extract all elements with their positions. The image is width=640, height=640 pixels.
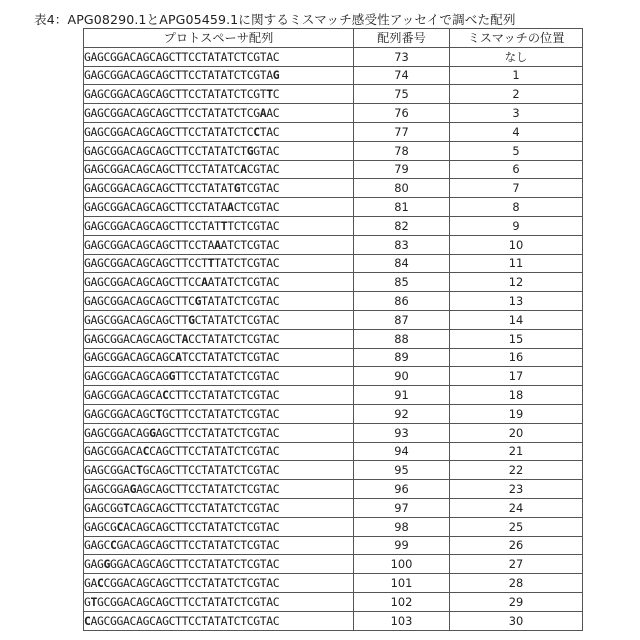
header-protospacer-sequence: プロトスペーサ配列 [84, 29, 354, 48]
sequence-number: 100 [354, 555, 450, 574]
protospacer-sequence [84, 498, 354, 517]
protospacer-sequence [84, 480, 354, 499]
sequence-segment: GAGCGGACAGCAGCTTCCTATATC [84, 162, 240, 176]
header-sequence-number: 配列番号 [354, 29, 450, 48]
table-row [84, 235, 583, 254]
sequence-segment: GAG [84, 557, 104, 571]
mismatch-base: C [143, 444, 150, 458]
mismatch-position: 11 [450, 254, 583, 273]
mismatch-base: G [130, 482, 137, 496]
mismatch-base: A [240, 162, 247, 176]
protospacer-sequence [84, 122, 354, 141]
mismatch-base: A [182, 332, 189, 346]
table-row [84, 386, 583, 405]
sequence-segment: GA [84, 576, 97, 590]
sequence-segment: GAGCGGACAGCAGCTTCCTATATCTCG [84, 106, 260, 120]
mismatch-position: 2 [450, 85, 583, 104]
mismatch-base: C [97, 576, 104, 590]
mismatch-base: G [195, 294, 202, 308]
sequence-segment: GAGCGGACAGCAG [84, 369, 169, 383]
sequence-segment: GAGCGGACAGCAGCTTCCTATATCTC [84, 125, 253, 139]
protospacer-sequence [84, 442, 354, 461]
sequence-segment: GAGCGGACAGCAGCTTCCTAT [84, 219, 221, 233]
table-row [84, 423, 583, 442]
sequence-segment: GAGCG [84, 520, 117, 534]
table-caption: 表4：APG08290.1とAPG05459.1に関するミスマッチ感受性アッセイで調べた配列 [34, 9, 516, 28]
mismatch-position: 13 [450, 292, 583, 311]
sequence-number: 90 [354, 367, 450, 386]
mismatch-base: G [273, 68, 280, 82]
sequence-segment: ATCTCGTAC [221, 238, 280, 252]
protospacer-sequence [84, 85, 354, 104]
sequence-segment: GAGCGGACAGC [84, 407, 156, 421]
table-row [84, 47, 583, 66]
sequence-number: 86 [354, 292, 450, 311]
sequence-segment: TCTCGTAC [227, 219, 279, 233]
sequence-number: 97 [354, 498, 450, 517]
sequence-segment: TCCTATATCTCGTAC [182, 350, 280, 364]
sequence-segment: GTAC [253, 144, 279, 158]
mismatch-position: 15 [450, 329, 583, 348]
sequence-segment: GAGCGGACAGCAGCTT [84, 313, 188, 327]
sequence-segment: GAGCGGACAGCAGCTTCCTATAT [84, 181, 234, 195]
sequence-segment: GCGGACAGCAGCTTCCTATATCTCGTAC [97, 595, 279, 609]
table-row [84, 66, 583, 85]
mismatch-position: 16 [450, 348, 583, 367]
sequence-segment: CAGCTTCCTATATCTCGTAC [149, 444, 279, 458]
table-row [84, 498, 583, 517]
mismatch-position: 3 [450, 104, 583, 123]
sequence-segment: AGCAGCTTCCTATATCTCGTAC [136, 482, 279, 496]
mismatch-base: G [234, 181, 241, 195]
mismatch-position: 12 [450, 273, 583, 292]
sequence-segment: GAGCGGACAGCAGCTTCCT [84, 256, 208, 270]
sequence-number: 78 [354, 141, 450, 160]
table-row [84, 198, 583, 217]
table-row [84, 179, 583, 198]
mismatch-position: 19 [450, 404, 583, 423]
mismatch-position: 8 [450, 198, 583, 217]
sequence-number: 98 [354, 517, 450, 536]
sequence-segment: GAGCGGACAGCAGCT [84, 332, 182, 346]
protospacer-sequence [84, 292, 354, 311]
mismatch-base: A [175, 350, 182, 364]
sequence-number: 85 [354, 273, 450, 292]
mismatch-base: G [188, 313, 195, 327]
sequence-number: 81 [354, 198, 450, 217]
mismatch-position: 1 [450, 66, 583, 85]
header-mismatch-position: ミスマッチの位置 [450, 29, 583, 48]
sequence-segment: GAGCGGACAGCA [84, 388, 162, 402]
sequence-number: 73 [354, 47, 450, 66]
protospacer-sequence [84, 254, 354, 273]
table-row [84, 160, 583, 179]
table-row [84, 442, 583, 461]
sequence-segment: GAGCGGACAGCAGCTTCC [84, 275, 201, 289]
sequence-segment: TCGTAC [240, 181, 279, 195]
table-row [84, 404, 583, 423]
mismatch-position: 30 [450, 611, 583, 630]
sequence-segment: GAGCGGACAGCAGCTTCCTATA [84, 200, 227, 214]
sequence-segment: GAGCGGACAG [84, 426, 149, 440]
mismatch-base: C [117, 520, 124, 534]
mismatch-base: A [214, 238, 221, 252]
sequence-number: 80 [354, 179, 450, 198]
mismatch-base: A [260, 106, 267, 120]
sequence-segment: G [84, 595, 91, 609]
table-row [84, 310, 583, 329]
sequence-number: 84 [354, 254, 450, 273]
table-row [84, 348, 583, 367]
sequence-segment: GAGCGGACAGCAGCTTCCTATATCTCGT [84, 87, 266, 101]
sequence-segment: CAGCAGCTTCCTATATCTCGTAC [130, 501, 280, 515]
mismatch-position: 10 [450, 235, 583, 254]
protospacer-sequence [84, 517, 354, 536]
mismatch-position: 5 [450, 141, 583, 160]
protospacer-sequence [84, 367, 354, 386]
mismatch-position: 21 [450, 442, 583, 461]
mismatch-base: G [169, 369, 176, 383]
mismatch-base: G [149, 426, 156, 440]
sequence-segment: CTATATCTCGTAC [195, 313, 280, 327]
sequence-segment: GCTTCCTATATCTCGTAC [162, 407, 279, 421]
mismatch-position: 23 [450, 480, 583, 499]
protospacer-sequence [84, 461, 354, 480]
sequence-number: 79 [354, 160, 450, 179]
mismatch-base: G [247, 144, 254, 158]
mismatch-position: 24 [450, 498, 583, 517]
protospacer-sequence [84, 47, 354, 66]
sequence-segment: TATCTCGTAC [214, 256, 279, 270]
mismatch-base: C [162, 388, 169, 402]
sequence-segment: GAGCGGACAGCAGCTTCCTATATCTCGTA [84, 68, 273, 82]
sequence-segment: AGCGGACAGCAGCTTCCTATATCTCGTAC [91, 614, 280, 628]
mismatch-position: 18 [450, 386, 583, 405]
protospacer-sequence [84, 574, 354, 593]
table-row [84, 216, 583, 235]
sequence-segment: GCAGCTTCCTATATCTCGTAC [143, 463, 280, 477]
sequence-segment: GAGCGGACAGCAGC [84, 350, 175, 364]
sequence-segment: GAGCGGA [84, 482, 130, 496]
table-row [84, 461, 583, 480]
protospacer-sequence [84, 555, 354, 574]
mismatch-position: 28 [450, 574, 583, 593]
sequence-number: 83 [354, 235, 450, 254]
mismatch-position: 17 [450, 367, 583, 386]
mismatch-base: C [84, 614, 91, 628]
table-row [84, 574, 583, 593]
sequence-number: 91 [354, 386, 450, 405]
table-row [84, 517, 583, 536]
sequence-number: 96 [354, 480, 450, 499]
protospacer-sequence [84, 216, 354, 235]
sequence-segment: GAGCGGAC [84, 463, 136, 477]
protospacer-sequence [84, 536, 354, 555]
mismatch-base: T [221, 219, 228, 233]
table-row [84, 367, 583, 386]
mismatch-base: T [136, 463, 143, 477]
mismatch-base: T [156, 407, 163, 421]
sequence-segment: GAGCGGACAGCAGCTTCCTATATCTCGTAC [84, 50, 279, 64]
table-row [84, 329, 583, 348]
sequence-segment: GAGCGGACAGCAGCTTCCTATATCT [84, 144, 247, 158]
table-row [84, 536, 583, 555]
sequence-segment: GAGC [84, 538, 110, 552]
sequence-segment: ATATCTCGTAC [208, 275, 280, 289]
mismatch-base: G [104, 557, 111, 571]
sequence-number: 88 [354, 329, 450, 348]
table-header-row [84, 29, 583, 48]
mismatch-base: C [253, 125, 260, 139]
sequence-segment: CTCGTAC [234, 200, 280, 214]
sequence-segment: GGACAGCAGCTTCCTATATCTCGTAC [110, 557, 279, 571]
sequence-segment: AGCTTCCTATATCTCGTAC [156, 426, 280, 440]
table-row [84, 104, 583, 123]
sequence-number: 93 [354, 423, 450, 442]
sequence-segment: GAGCGGACA [84, 444, 143, 458]
sequence-segment: C [273, 87, 280, 101]
mismatch-base: T [123, 501, 130, 515]
sequence-segment: ACAGCAGCTTCCTATATCTCGTAC [123, 520, 279, 534]
table-row [84, 254, 583, 273]
sequence-segment: TAC [260, 125, 280, 139]
protospacer-sequence [84, 104, 354, 123]
protospacer-sequence [84, 141, 354, 160]
mismatch-position: 22 [450, 461, 583, 480]
sequence-segment: CGTAC [247, 162, 280, 176]
sequence-number: 76 [354, 104, 450, 123]
mismatch-base: A [201, 275, 208, 289]
mismatch-base: T [208, 256, 215, 270]
protospacer-sequence [84, 66, 354, 85]
sequence-number: 103 [354, 611, 450, 630]
sequence-number: 77 [354, 122, 450, 141]
sequence-number: 74 [354, 66, 450, 85]
mismatch-position: 29 [450, 592, 583, 611]
sequence-segment: GACAGCAGCTTCCTATATCTCGTAC [117, 538, 280, 552]
mismatch-base: C [110, 538, 117, 552]
sequence-number: 92 [354, 404, 450, 423]
mismatch-position: 6 [450, 160, 583, 179]
protospacer-sequence [84, 160, 354, 179]
protospacer-sequence [84, 235, 354, 254]
table-row [84, 141, 583, 160]
protospacer-sequence [84, 386, 354, 405]
mismatch-position: 26 [450, 536, 583, 555]
table-row [84, 122, 583, 141]
sequence-segment: CCTATATCTCGTAC [188, 332, 279, 346]
sequence-table [83, 28, 583, 631]
sequence-number: 82 [354, 216, 450, 235]
table-row [84, 611, 583, 630]
protospacer-sequence [84, 592, 354, 611]
table-row [84, 480, 583, 499]
table-row [84, 592, 583, 611]
protospacer-sequence [84, 310, 354, 329]
sequence-number: 94 [354, 442, 450, 461]
sequence-segment: TTCCTATATCTCGTAC [175, 369, 279, 383]
mismatch-position: 7 [450, 179, 583, 198]
sequence-number: 89 [354, 348, 450, 367]
mismatch-position: 14 [450, 310, 583, 329]
protospacer-sequence [84, 198, 354, 217]
sequence-segment: TATATCTCGTAC [201, 294, 279, 308]
sequence-segment: GAGCGG [84, 501, 123, 515]
sequence-number: 102 [354, 592, 450, 611]
mismatch-position: 27 [450, 555, 583, 574]
protospacer-sequence [84, 329, 354, 348]
sequence-segment: CGGACAGCAGCTTCCTATATCTCGTAC [104, 576, 280, 590]
sequence-number: 95 [354, 461, 450, 480]
sequence-segment: GAGCGGACAGCAGCTTC [84, 294, 195, 308]
mismatch-position: 4 [450, 122, 583, 141]
sequence-number: 99 [354, 536, 450, 555]
sequence-number: 101 [354, 574, 450, 593]
protospacer-sequence [84, 348, 354, 367]
protospacer-sequence [84, 611, 354, 630]
mismatch-position: なし [450, 47, 583, 66]
mismatch-base: T [266, 87, 273, 101]
mismatch-position: 25 [450, 517, 583, 536]
sequence-number: 75 [354, 85, 450, 104]
mismatch-base: T [91, 595, 98, 609]
sequence-segment: GAGCGGACAGCAGCTTCCTA [84, 238, 214, 252]
protospacer-sequence [84, 404, 354, 423]
table-row [84, 85, 583, 104]
table-row [84, 273, 583, 292]
sequence-number: 87 [354, 310, 450, 329]
protospacer-sequence [84, 423, 354, 442]
mismatch-position: 20 [450, 423, 583, 442]
mismatch-position: 9 [450, 216, 583, 235]
protospacer-sequence [84, 179, 354, 198]
table-row [84, 292, 583, 311]
sequence-segment: CTTCCTATATCTCGTAC [169, 388, 280, 402]
sequence-segment: AC [266, 106, 279, 120]
protospacer-sequence [84, 273, 354, 292]
mismatch-base: A [227, 200, 234, 214]
table-row [84, 555, 583, 574]
